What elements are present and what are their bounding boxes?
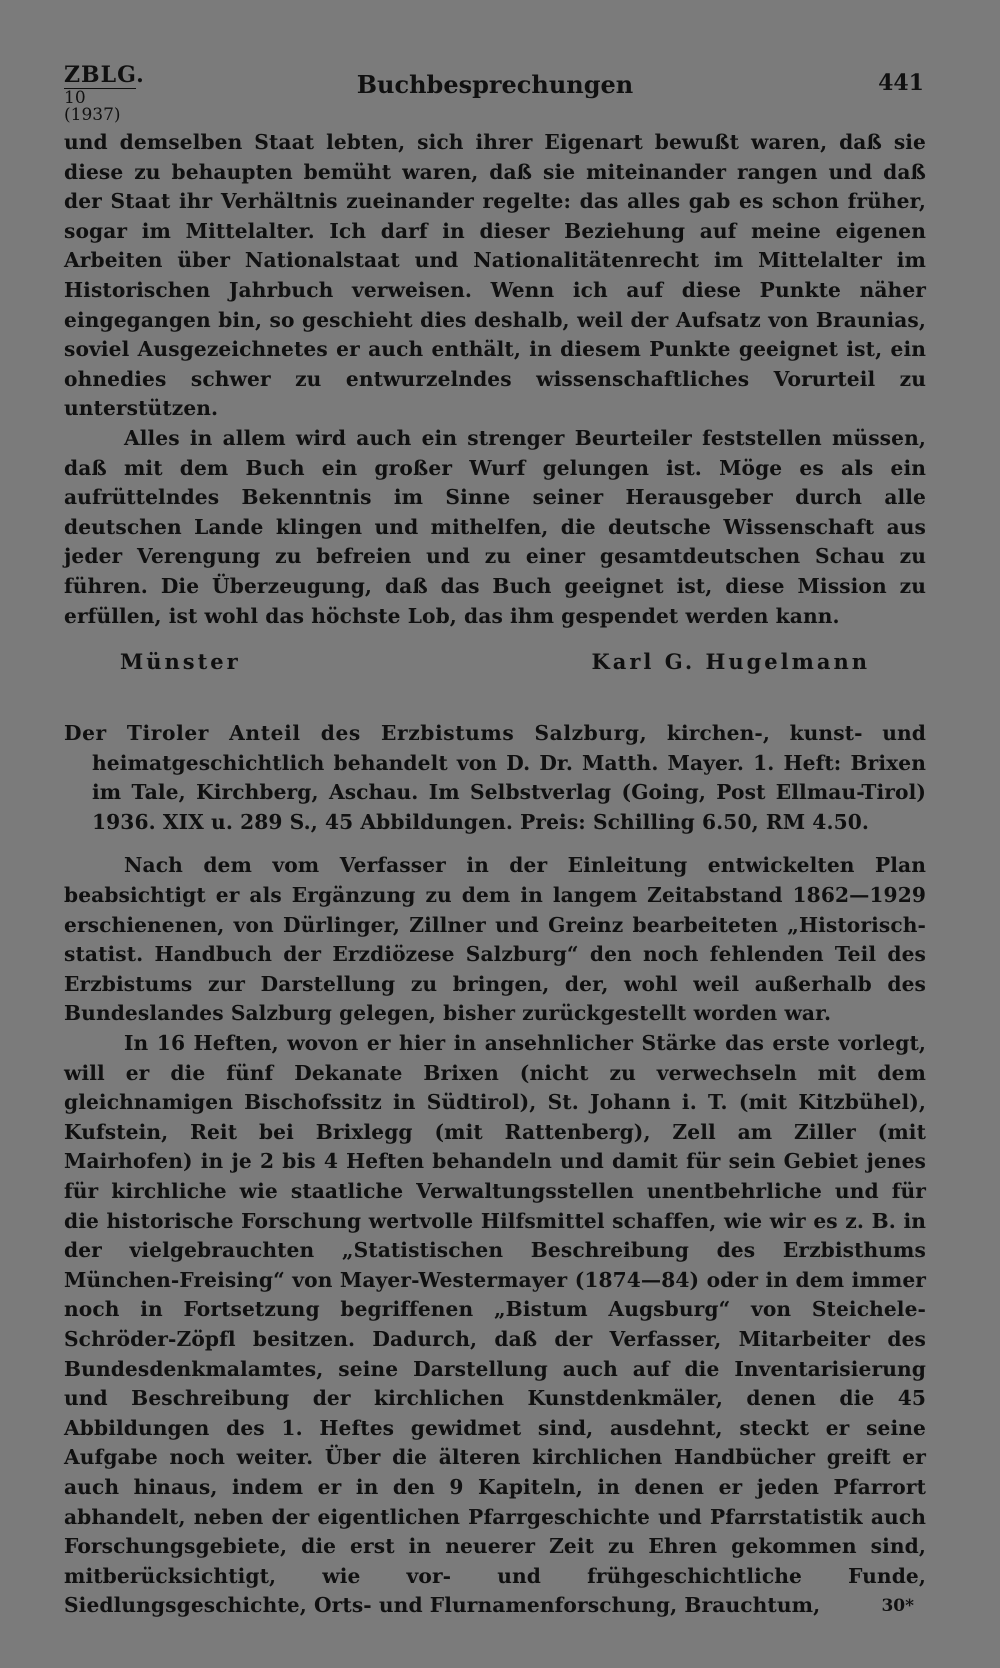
book-review: [64, 719, 926, 1621]
page-body: [64, 128, 926, 1621]
page-header: [64, 58, 926, 125]
journal-abbreviation: ZBLG.: [64, 62, 145, 88]
signature-mark: 30*: [881, 1596, 914, 1616]
paragraph-continuation: und demselben Staat lebten, sich ihrer Eigenart bewußt waren, daß sie diese zu behaupten bemüht waren, daß sie miteinander rangen und daß der Staat ihr Verhältnis zueinander regelte: das alles gab es schon früher, sogar im Mittelalter. Ich darf in dieser Beziehung auf meine eigenen Arbeiten über Nationalstaat und Nationalitätenrecht im Mittelalter im Historischen Jahrbuch verweisen. Wenn ich auf diese Punkte näher eingegangen bin, so geschieht dies deshalb, weil der Aufsatz von Braunias, soviel Ausgezeichnetes er auch enthält, in diesem Punkte geeignet ist, ein ohnedies schwer zu entwurzelndes wissenschaftliches Vorurteil zu unterstützen.: [64, 130, 926, 421]
review-paragraph: In 16 Heften, wovon er hier in ansehnlicher Stärke das erste vorlegt, will er die fünf Dekanate Brixen (nicht zu verwechseln mit dem gleichnamigen Bischofssitz in Südtirol), St. Johann i. T. (mit Kitzbühel), Kufstein, Reit bei Brixlegg (mit Rattenberg), Zell am Ziller (mit Mairhofen) in je 2 bis 4 Heften behandeln und damit für sein Gebiet jenes für kirchliche wie staatliche Verwaltungsstellen unentbehrliche und für die historische Forschung wertvolle Hilfsmittel schaffen, wie wir es z. B. in der vielgebrauchten „Statistischen Beschreibung des Erzbisthums München-Freising“ von Mayer-Westermayer (1874—84) oder in dem immer noch in Fortsetzung begriffenen „Bistum Augsburg“ von Steichele-Schröder-Zöpfl besitzen. Dadurch, daß der Verfasser, Mitarbeiter des Bundesdenkmalamtes, seine Darstellung auch auf die Inventarisierung und Beschreibung der kirchlichen Kunstdenkmäler, denen die 45 Abbildungen des 1. Heftes gewidmet sind, ausdehnt, steckt er seine Aufgabe noch weiter. Über die älteren kirchlichen Handbücher greift er auch hinaus, indem er in den 9 Kapiteln, in denen er jeden Pfarrort abhandelt, neben der eigentlichen Pfarrgeschichte und Pfarrstatistik auch Forschungsgebiete, die erst in neuerer Zeit zu Ehren gekommen sind, mitberücksichtigt, wie vor- und frühgeschichtliche Funde, Siedlungsgeschichte, Orts- und Flurnamenforschung, Brauchtum,: [64, 1031, 926, 1618]
signature-author: Karl G. Hugelmann: [591, 649, 870, 675]
paragraph-conclusion: Alles in allem wird auch ein strenger Beurteiler feststellen müssen, daß mit dem Buch ein großer Wurf gelungen ist. Möge es als ein aufrüttelndes Bekenntnis im Sinne seiner Herausgeber durch alle deutschen Lande klingen und mithelfen, die deutsche Wissenschaft aus jeder Verengung zu befreien und zu einer gesamtdeutschen Schau zu führen. Die Überzeugung, daß das Buch geeignet ist, diese Mission zu erfüllen, ist wohl das höchste Lob, das ihm gespendet werden kann.: [64, 425, 926, 628]
review-body: [64, 851, 926, 1620]
review-paragraph: Nach dem vom Verfasser in der Einleitung entwickelten Plan beabsichtigt er als Ergänzung zu dem in langem Zeitabstand 1862—1929 erschienenen, von Dürlinger, Zillner und Greinz bearbeiteten „Historisch-statist. Handbuch der Erzdiözese Salzburg“ den noch fehlenden Teil des Erzbistums zur Darstellung zu bringen, der, wohl weil außerhalb des Bundeslandes Salzburg gelegen, bisher zurückgestellt worden war.: [64, 853, 926, 1026]
page-number: 441: [878, 70, 924, 96]
signature-place: Münster: [120, 649, 241, 675]
journal-volume: 10 (1937): [64, 88, 136, 124]
review-signature: [64, 641, 926, 681]
section-title: Buchbesprechungen: [356, 70, 634, 99]
review-bibliography: kirchen-, kunst- und heimatgeschichtlich behandelt von D. Dr. Matth. Mayer. 1. Heft: Brixen im Tale, Kirchberg, Aschau. Im Selbstverlag (Going, Post Ellmau-Tirol) 1936. XIX u. 289 S., 45 Abbildungen. Preis: Schilling 6.50, RM 4.50.: [92, 721, 926, 834]
review-book-title: Der Tiroler Anteil des Erzbistums Salzburg,: [64, 721, 648, 746]
book-page: [64, 58, 926, 1648]
review-bibliographic-entry: [64, 719, 926, 837]
